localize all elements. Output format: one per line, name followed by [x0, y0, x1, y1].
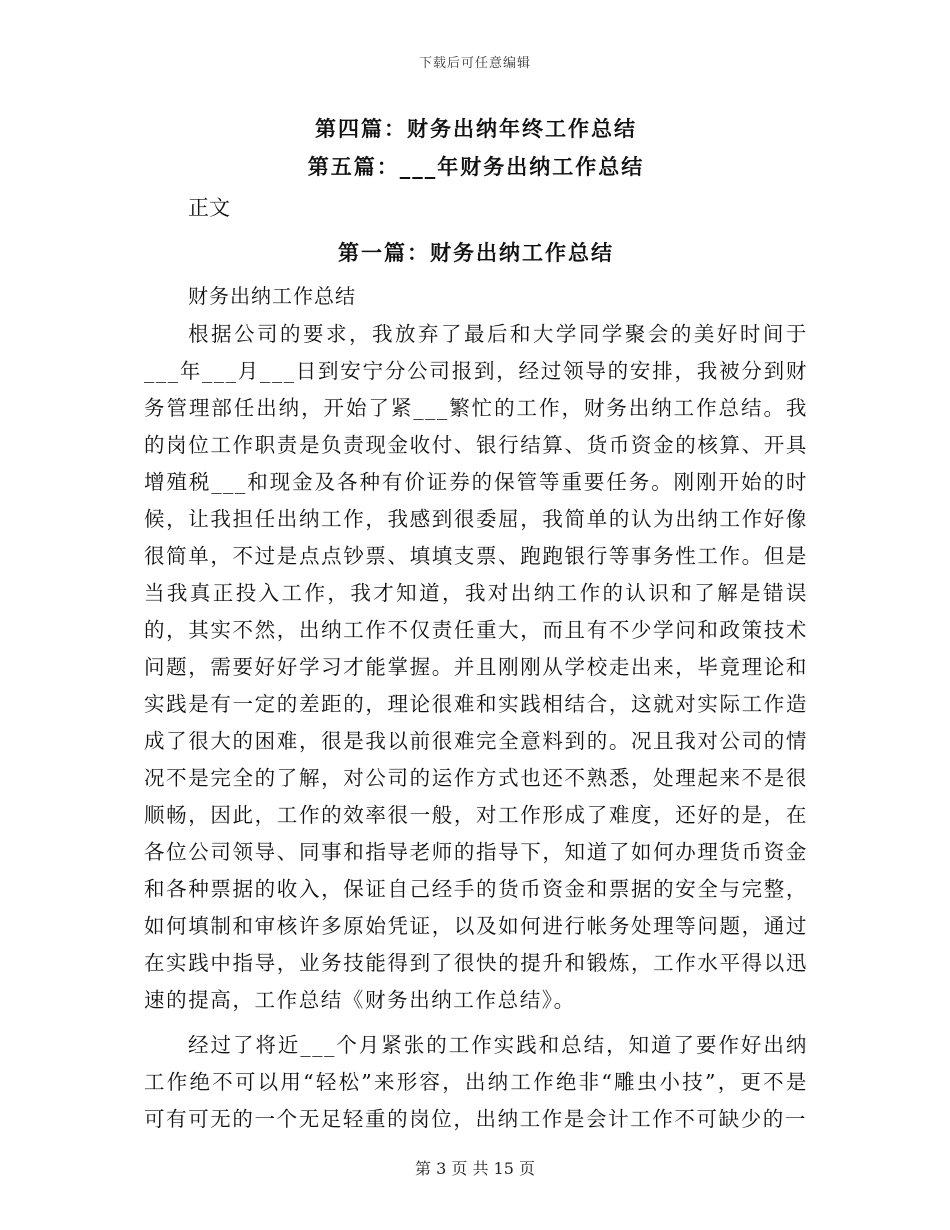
document-body — [144, 110, 808, 1138]
paragraph: 根据公司的要求，我放弃了最后和大学同学聚会的美好时间于___年___月___日到安宁分公司报到，经过领导的安排，我被分到财务管理部任出纳，开始了紧___繁忙的工作，财务出纳工作总结。我的岗位工作职责是负责现金收付、银行结算、货币资金的核算、开具增殖税___和现金及各种有价证券的保管等重要任务。刚刚开始的时候，让我担任出纳工作，我感到很委屈，我简单的认为出纳工作好像很简单，不过是点点钞票、填填支票、跑跑银行等事务性工作。但是当我真正投入工作，我才知道，我对出纳工作的认识和了解是错误的，其实不然，出纳工作不仅责任重大，而且有不少学问和政策技术问题，需要好好学习才能掌握。并且刚刚从学校走出来，毕竟理论和实践是有一定的差距的，理论很难和实践相结合，这就对实际工作造成了很大的困难，很是我以前很难完全意料到的。况且我对公司的情况不是完全的了解，对公司的运作方式也还不熟悉，处理起来不是很顺畅，因此，工作的效率很一般，对工作形成了难度，还好的是，在各位公司领导、同事和指导老师的指导下，知道了如何办理货币资金和各种票据的收入，保证自己经手的货币资金和票据的安全与完整，如何填制和审核许多原始凭证，以及如何进行帐务处理等问题，通过在实践中指导，业务技能得到了很快的提升和锻炼，工作水平得以迅速的提高，工作总结《财务出纳工作总结》。 — [144, 322, 808, 1012]
body-label: 正文 — [188, 196, 230, 220]
paragraph: 经过了将近___个月紧张的工作实践和总结，知道了要作好出纳工作绝不可以用“轻松”来形容，出纳工作绝非“雕虫小技”，更不是可有可无的一个无足轻重的岗位，出纳工作是会计工作不可缺少的一 — [144, 1033, 808, 1131]
section-subtitle: 财务出纳工作总结 — [188, 284, 356, 308]
header-note: 下载后可任意编辑 — [418, 56, 531, 71]
toc-item-4: 第四篇：财务出纳年终工作总结 — [315, 117, 637, 141]
toc-item-5: 第五篇：___年财务出纳工作总结 — [307, 155, 645, 179]
page-number: 第 3 页 共 15 页 — [415, 1159, 535, 1178]
section-title: 第一篇：财务出纳工作总结 — [338, 241, 614, 265]
